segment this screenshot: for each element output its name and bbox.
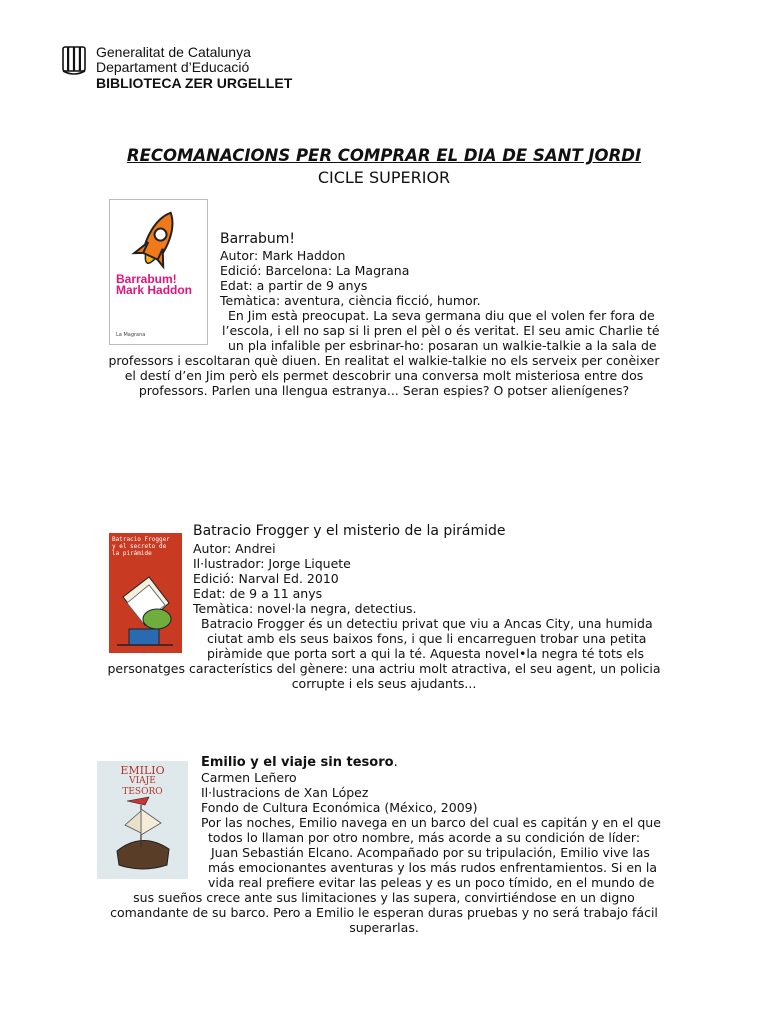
cover-title: Barrabum! [116,272,177,286]
book-title: Barrabum! [220,231,296,247]
book-summary-line: vida real prefiere evitar las peleas y es un poco tímido, en el mundo de [208,875,655,890]
book-meta: Il·lustracions de Xan López [201,785,369,800]
book-meta: Autor: Mark Haddon [220,248,346,263]
book-summary-line: En Jim està preocupat. La seva germana diu que el volen fer fora de [228,308,655,323]
library-name: BIBLIOTECA ZER URGELLET [96,75,293,91]
book-summary-line: Por las noches, Emilio navega en un barco del cual es capitán y en el que [201,815,661,830]
book-summary-line: l’escola, i ell no sap si li pren el pèl o és veritat. El seu amic Charlie té [222,323,660,338]
book-summary-line: el destí d’en Jim però els permet descobrir una conversa molt misteriosa entre dos [124,368,644,383]
book-title: Emilio y el viaje sin tesoro. [201,755,398,770]
book-summary-line: professors i escoltaran què diuen. En realitat el walkie-talkie no els serveix per conèixer [108,353,660,368]
book-summary-line: superarlas. [349,920,419,935]
book-summary-line: Juan Sebastián Elcano. Acompañado por su tripulación, Emilio vive las [211,845,650,860]
book-meta: Il·lustrador: Jorge Liquete [193,556,351,571]
book-summary-line: personatges característics del gènere: una actriu molt atractiva, el seu agent, un policia [107,661,661,676]
department-name: Departament d’Educació [96,59,250,75]
book-meta: Autor: Andrei [193,541,276,556]
page-title: RECOMANACIONS PER COMPRAR EL DIA DE SANT JORDI [126,146,642,165]
book-cover-batracio-frogger [109,533,182,653]
book-meta: Carmen Leñero [201,770,297,785]
book-summary-line: comandante de su barco. Pero a Emilio le esperan duras pruebas y no será trabajo fácil [110,905,658,920]
book-meta: Edició: Narval Ed. 2010 [193,571,339,586]
book-meta: Edat: a partir de 9 anys [220,278,368,293]
book-summary-line: piràmide que porta sort a qui la té. Aquesta novel•la negra té tots els [207,646,645,661]
book-title: Batracio Frogger y el misterio de la pirámide [193,523,506,539]
book-summary-line: corrupte i els seus ajudants... [291,676,477,691]
book-summary-line: todos lo llaman por otro nombre, más acorde a su condición de líder: [208,830,641,845]
ship-illustration-icon [97,761,188,879]
cover-author: Mark Haddon [116,283,193,297]
book-cover-emilio [97,761,188,879]
cover-title: EMILIO VIAJE TESORO [120,764,165,797]
cover-title: Batracio Frogger y el secreto de la pirámide [112,536,170,557]
book-summary-line: un pla infalible per esbrinar-ho: posaran un walkie-talkie a la sala de [228,338,657,353]
generalitat-logo-icon [62,46,86,76]
book-summary-line: más emocionantes aventuras y los más rudos enfrentamientos. Si en la [208,860,658,875]
book-meta: Edat: de 9 a 11 anys [193,586,323,601]
page-subtitle: CICLE SUPERIOR [317,168,451,187]
book-summary-line: professors. Parlen una llengua estranya... Seran espies? O potser alienígenes? [138,383,630,398]
book-meta: Temàtica: aventura, ciència ficció, humor. [220,293,481,308]
book-cover-barrabum [109,199,208,345]
frog-detective-illustration-icon [109,533,182,653]
book-meta: Fondo de Cultura Económica (México, 2009) [201,800,478,815]
book-summary-line: sus sueños crece ante sus limitaciones y las supera, convirtiéndose en un digno [133,890,635,905]
org-name: Generalitat de Catalunya [96,44,251,60]
book-summary-line: ciutat amb els seus baixos fons, i que li encarreguen trobar una petita [207,631,647,646]
cover-publisher: La Magrana [116,332,146,338]
book-summary-line: Batracio Frogger és un detectiu privat que viu a Ancas City, una humida [201,616,653,631]
book-meta: Temàtica: novel·la negra, detectius. [193,601,417,616]
book-meta: Edició: Barcelona: La Magrana [220,263,410,278]
